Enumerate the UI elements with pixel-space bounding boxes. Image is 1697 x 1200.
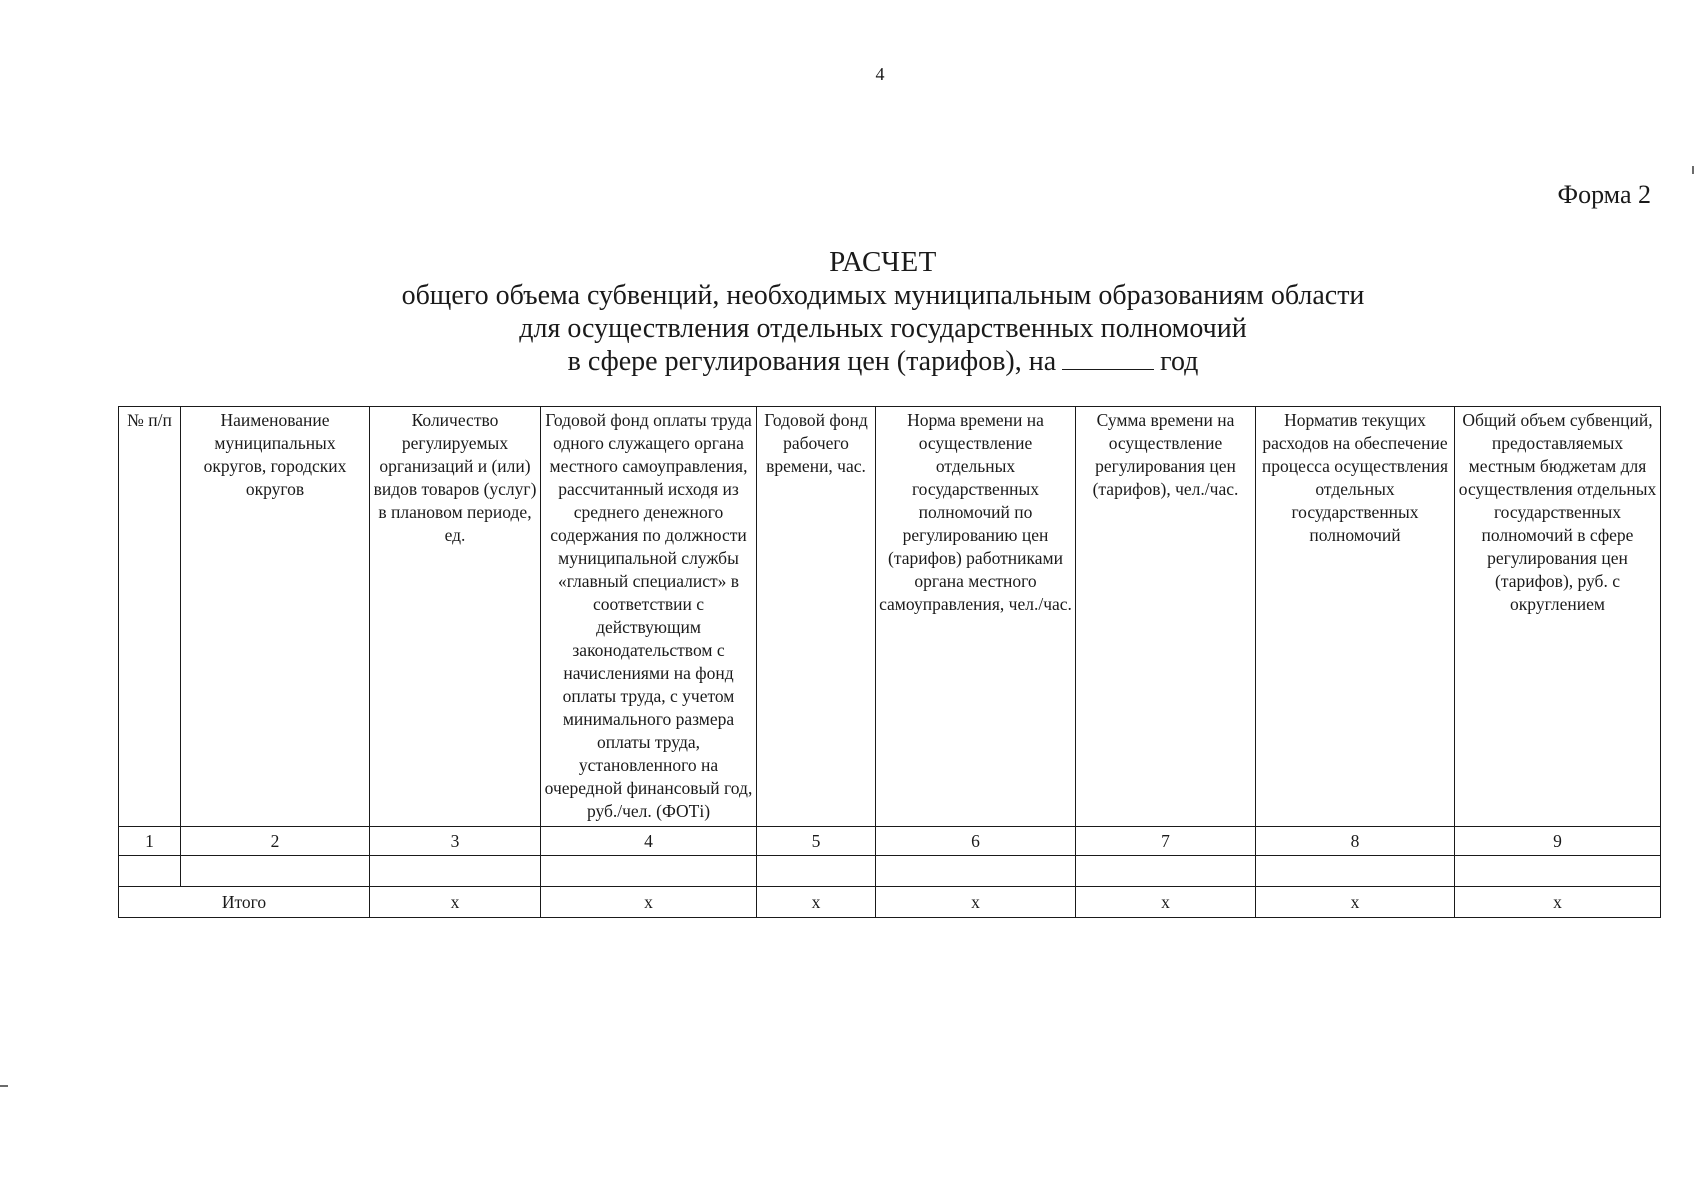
title-line-4-before: в сфере регулирования цен (тарифов), на: [567, 346, 1057, 377]
form-label: Форма 2: [1557, 180, 1651, 209]
column-number-cell: 5: [757, 827, 876, 856]
scan-artifact-left: [0, 1085, 8, 1087]
column-number-cell: 8: [1256, 827, 1455, 856]
table-header-row: [119, 407, 1661, 827]
header-cell: Норматив текущих расходов на обеспечение процесса осуществления отдельных государственных полномочий: [1256, 407, 1455, 827]
page-number: 4: [875, 64, 885, 84]
empty-cell: [1076, 856, 1256, 887]
header-cell: Количество регулируемых организаций и (или) видов товаров (услуг) в плановом периоде, ед.: [370, 407, 541, 827]
header-cell: Наименование муниципальных округов, городских округов: [181, 407, 370, 827]
column-number-cell: 9: [1455, 827, 1661, 856]
title-line-2: общего объема субвенций, необходимых муниципальным образованиям области: [401, 280, 1365, 311]
column-number-cell: 4: [541, 827, 757, 856]
title-line-4: [0, 345, 1697, 378]
scan-artifact-right: [1692, 166, 1694, 174]
total-cell: х: [370, 887, 541, 918]
empty-cell: [370, 856, 541, 887]
subvention-table: [118, 406, 1661, 918]
year-blank-field: [1062, 347, 1154, 370]
header-cell: № п/п: [119, 407, 181, 827]
header-cell: Общий объем субвенций, предоставляемых местным бюджетам для осуществления отдельных государственных полномочий в сфере регулирования цен (тарифов), руб. с округлением: [1455, 407, 1661, 827]
empty-cell: [876, 856, 1076, 887]
title-line-4-after: год: [1160, 346, 1199, 377]
total-cell: х: [1256, 887, 1455, 918]
total-label: Итого: [119, 887, 370, 918]
header-cell: Годовой фонд рабочего времени, час.: [757, 407, 876, 827]
empty-cell: [1455, 856, 1661, 887]
column-number-cell: 6: [876, 827, 1076, 856]
total-cell: х: [876, 887, 1076, 918]
total-cell: х: [1076, 887, 1256, 918]
header-cell: Годовой фонд оплаты труда одного служащего органа местного самоуправления, рассчитанный исходя из среднего денежного содержания по должности муниципальной службы «главный специалист» в соответствии с действующим законодательством с начислениями на фонд оплаты труда, с учетом минимального размера оплаты труда, установленного на очередной финансовый год, руб./чел. (ФОТi): [541, 407, 757, 827]
empty-cell: [119, 856, 181, 887]
empty-data-row: [119, 856, 1661, 887]
column-number-cell: 2: [181, 827, 370, 856]
total-cell: х: [1455, 887, 1661, 918]
column-number-cell: 1: [119, 827, 181, 856]
empty-cell: [181, 856, 370, 887]
header-cell: Сумма времени на осуществление регулирования цен (тарифов), чел./час.: [1076, 407, 1256, 827]
empty-cell: [1256, 856, 1455, 887]
title-line-3: для осуществления отдельных государственных полномочий: [519, 313, 1247, 344]
document-title: [0, 246, 1697, 378]
empty-cell: [757, 856, 876, 887]
total-cell: х: [541, 887, 757, 918]
column-number-cell: 7: [1076, 827, 1256, 856]
column-number-cell: 3: [370, 827, 541, 856]
total-row: [119, 887, 1661, 918]
empty-cell: [541, 856, 757, 887]
header-cell: Норма времени на осуществление отдельных государственных полномочий по регулированию цен (тарифов) работниками органа местного самоуправления, чел./час.: [876, 407, 1076, 827]
title-line-1: РАСЧЕТ: [829, 246, 937, 278]
total-cell: х: [757, 887, 876, 918]
column-number-row: [119, 827, 1661, 856]
